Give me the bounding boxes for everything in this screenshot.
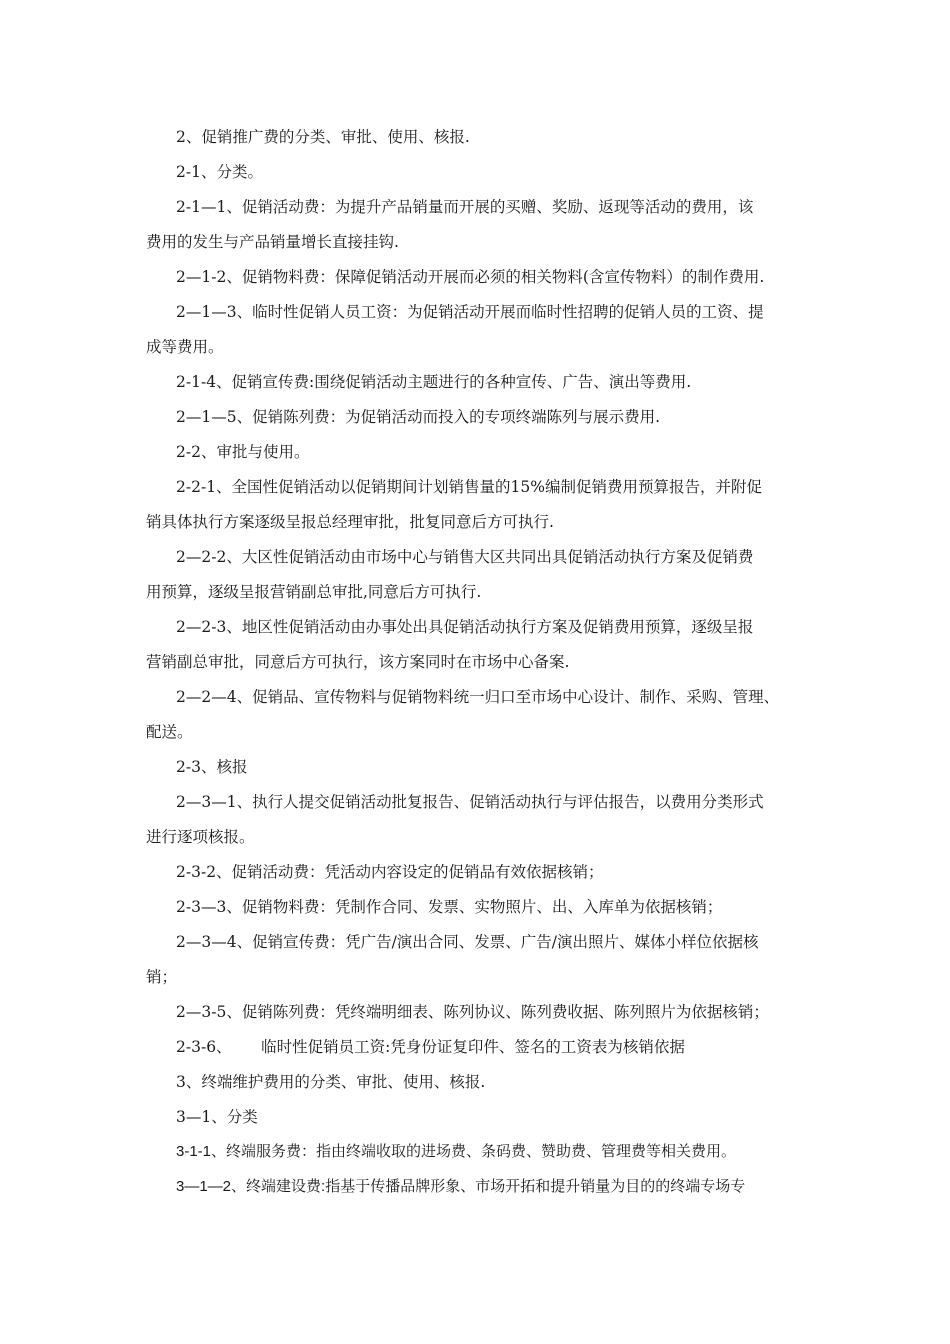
paragraph-2-2-3: 2—2-3、地区性促销活动由办事处出具促销活动执行方案及促销费用预算，逐级呈报 <box>176 618 754 636</box>
subheading-2-3: 2-3、核报 <box>176 758 248 776</box>
paragraph-2-3-1: 2—3—1、执行人提交促销活动批复报告、促销活动执行与评估报告，以费用分类形式 <box>176 793 764 811</box>
paragraph-2-3-2: 2-3-2、促销活动费：凭活动内容设定的促销品有效依据核销； <box>176 863 604 881</box>
paragraph-2-2-2: 2—2-2、大区性促销活动由市场中心与销售大区共同出具促销活动执行方案及促销费 <box>176 548 754 566</box>
paragraph-2-3-6: 2-3-6、 临时性促销员工资:凭身份证复印件、签名的工资表为核销依据 <box>176 1038 685 1056</box>
paragraph-2-1-3: 2—1—3、临时性促销人员工资：为促销活动开展而临时性招聘的促销人员的工资、提 <box>176 303 764 321</box>
paragraph-2-1-1: 2-1—1、促销活动费：为提升产品销量而开展的买赠、奖励、返现等活动的费用，该 <box>176 198 754 216</box>
paragraph-2-2-2-cont: 用预算，逐级呈报营销副总审批,同意后方可执行. <box>146 583 482 601</box>
paragraph-2-1-2: 2—1-2、促销物料费：保障促销活动开展而必须的相关物料(含宣传物料）的制作费用. <box>176 268 765 286</box>
subheading-2-2: 2-2、审批与使用。 <box>176 443 310 461</box>
paragraph-2-2-4: 2—2—4、促销品、宣传物料与促销物料统一归口至市场中心设计、制作、采购、管理、 <box>176 688 780 706</box>
subheading-3-1: 3—1、分类 <box>176 1108 258 1126</box>
paragraph-2-3-4-cont: 销； <box>146 968 178 986</box>
paragraph-2-2-4-cont: 配送。 <box>146 723 193 741</box>
paragraph-2-1-1-cont: 费用的发生与产品销量增长直接挂钩. <box>146 233 399 251</box>
paragraph-2-1-4: 2-1-4、促销宣传费:围绕促销活动主题进行的各种宣传、广告、演出等费用. <box>176 373 692 391</box>
subheading-2-1: 2-1、分类。 <box>176 163 263 181</box>
paragraph-2-3-1-cont: 进行逐项核报。 <box>146 828 255 846</box>
paragraph-2-1-3-cont: 成等费用。 <box>146 338 224 356</box>
heading-section-2: 2、促销推广费的分类、审批、使用、核报. <box>176 128 470 146</box>
paragraph-2-2-1-cont: 销具体执行方案逐级呈报总经理审批，批复同意后方可执行. <box>146 513 554 531</box>
paragraph-3-1-1: 3-1-1、终端服务费：指由终端收取的进场费、条码费、赞助费、管理费等相关费用。 <box>176 1143 737 1160</box>
paragraph-2-2-1: 2-2-1、全国性促销活动以促销期间计划销售量的15%编制促销费用预算报告，并附促 <box>176 478 763 496</box>
paragraph-2-2-3-cont: 营销副总审批，同意后方可执行，该方案同时在市场中心备案. <box>146 653 570 671</box>
heading-section-3: 3、终端维护费用的分类、审批、使用、核报. <box>176 1073 486 1091</box>
paragraph-3-1-2: 3—1—2、终端建设费:指基于传播品牌形象、市场开拓和提升销量为目的的终端专场专 <box>176 1178 746 1195</box>
paragraph-2-1-5: 2—1—5、促销陈列费：为促销活动而投入的专项终端陈列与展示费用. <box>176 408 661 426</box>
paragraph-2-3-3: 2-3—3、促销物料费：凭制作合同、发票、实物照片、出、入库单为依据核销； <box>176 898 723 916</box>
paragraph-2-3-5: 2—3-5、促销陈列费：凭终端明细表、陈列协议、陈列费收据、陈列照片为依据核销； <box>176 1003 769 1021</box>
paragraph-2-3-4: 2—3—4、促销宣传费：凭广告/演出合同、发票、广告/演出照片、媒体小样位依据核 <box>176 933 759 951</box>
